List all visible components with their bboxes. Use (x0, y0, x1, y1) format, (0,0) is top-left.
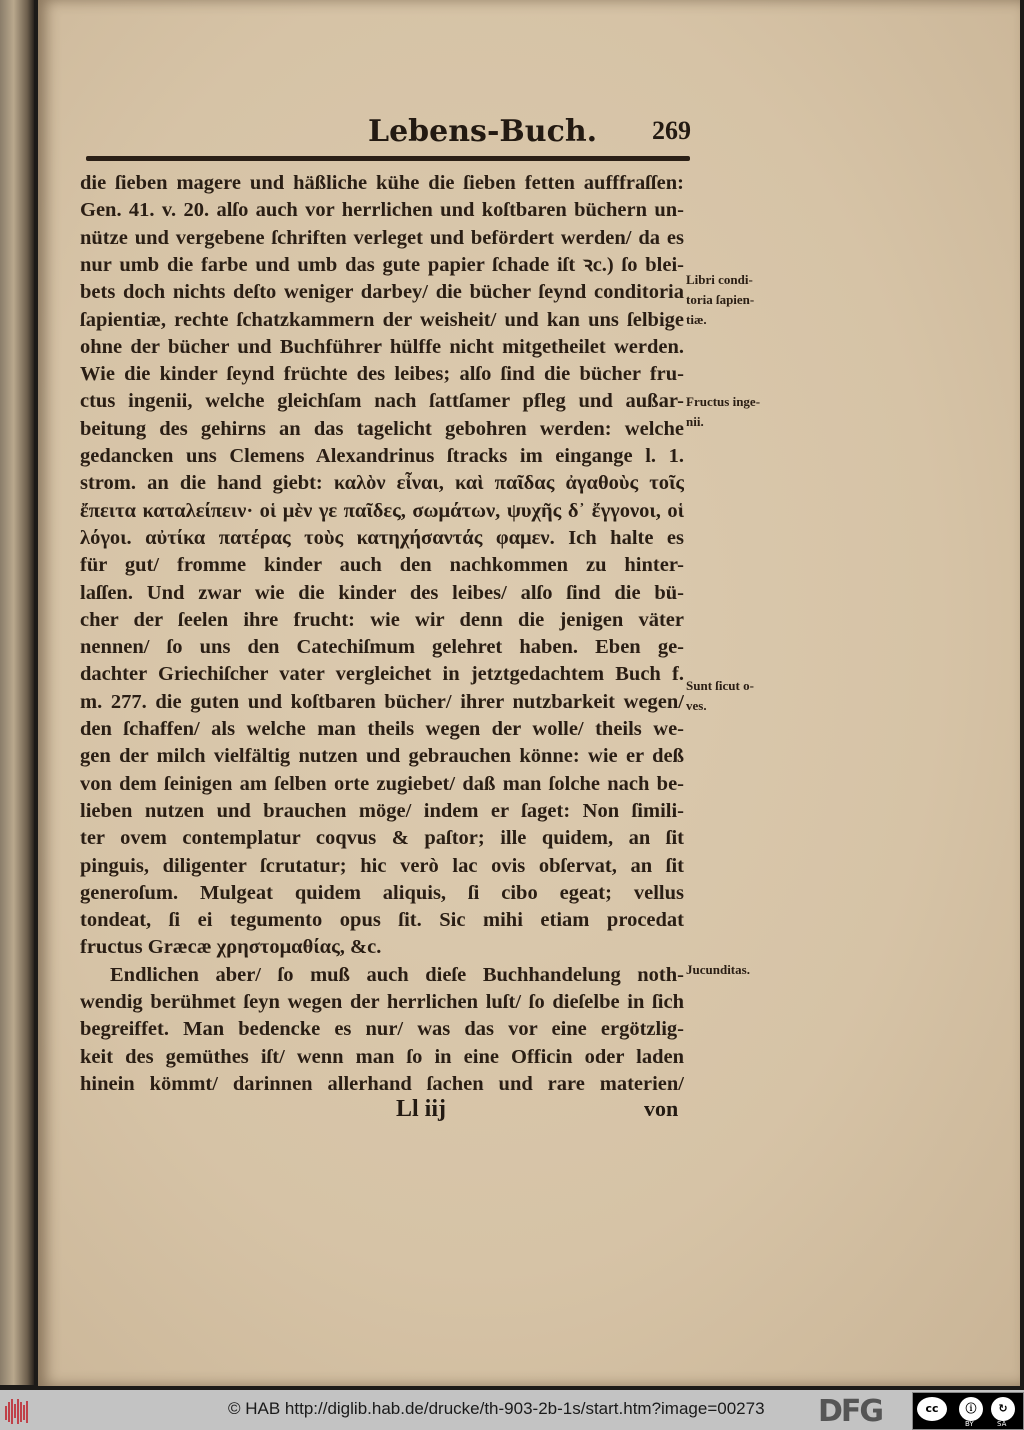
text-line: beitung des gehirns an das tagelicht gebohren werden: welche (80, 417, 684, 440)
by-icon: ⓘ (959, 1397, 983, 1421)
margin-note: Libri condi- (686, 272, 753, 287)
text-line: lieben nutzen und brauchen möge/ indem er ſaget: Non ſimili- (80, 799, 684, 822)
margin-note: Fructus inge- (686, 394, 761, 409)
hab-logo-icon (4, 1396, 28, 1426)
text-line: gen der milch vielfältig nutzen und gebrauchen könne: wie er deß (80, 745, 684, 768)
text-line: Wie die kinder ſeynd früchte des leibes; alſo ſind die bücher fru- (80, 363, 684, 386)
margin-note: Sunt ſicut o- (686, 678, 754, 693)
header-rule (86, 156, 690, 161)
text-line: tondeat, ſi ei tegumento opus ſit. Sic mihi etiam procedat (80, 909, 684, 932)
text-line: Gen. 41. v. 20. alſo auch vor herrlichen und koſtbaren büchern un- (80, 199, 684, 222)
cc-icon: cc (917, 1397, 947, 1421)
signature-mark: Ll iij (396, 1096, 447, 1122)
by-label: BY (965, 1420, 974, 1428)
catchword: von (644, 1096, 679, 1121)
text-line: von dem ſeinigen am ſelben orte zugiebet/ daß man ſolche nach be- (80, 772, 684, 795)
book-page (38, 0, 1020, 1386)
text-line: λόγοι. αὐτίκα πατέρας τοὺς κατηχήσαντάς φαμεν. Ich halte es (80, 526, 684, 549)
text-line: laſſen. Und zwar wie die kinder des leibes/ alſo ſind die bü- (80, 581, 684, 604)
text-line: nur umb die farbe und umb das gute papier ſchade iſt ꝛc.) ſo blei- (80, 253, 684, 276)
text-line: gedancken uns Clemens Alexandrinus ſtracks im eingange l. 1. (80, 445, 684, 467)
margin-note: ves. (686, 698, 707, 713)
running-head: Lebens-Buch. (368, 114, 598, 149)
text-line: wendig berühmet ſeyn wegen der herrlichen luſt/ ſo dieſelbe in ſich (80, 991, 684, 1013)
text-line: für gut/ fromme kinder auch den nachkommen zu hinter- (80, 554, 684, 577)
text-line: ſapientiæ, rechte ſchatzkammern der weisheit/ und kan uns ſelbige (80, 308, 684, 331)
text-line: ctus ingenii, welche gleichſam nach ſattſamer pfleg und außar- (80, 390, 684, 413)
text-line: Endlichen aber/ ſo muß auch dieſe Buchhandelung noth- (110, 963, 684, 986)
text-line: ter ovem contemplatur coqvus & paſtor; ille quidem, an ſit (80, 827, 684, 850)
text-line: begreiffet. Man bedencke es nur/ was das vor eine ergötzlig- (80, 1018, 684, 1041)
text-line: bets doch nichts deſto weniger darbey/ die bücher ſeynd conditoria (80, 281, 684, 304)
sa-label: SA (997, 1420, 1007, 1428)
text-line: nennen/ ſo uns den Catechiſmum gelehret haben. Eben ge- (80, 636, 684, 659)
copyright-url: © HAB http://diglib.hab.de/drucke/th-903-2b-1s/start.htm?image=00273 (228, 1399, 765, 1418)
text-line: den ſchaffen/ als welche man theils wegen der wolle/ theils we- (80, 718, 684, 740)
sa-icon: ↻ (991, 1397, 1015, 1421)
text-line: ohne der bücher und Buchführer hülffe nicht mitgetheilet werden. (80, 335, 684, 358)
page-number: 269 (652, 116, 691, 145)
text-line: cher der ſeelen ihre frucht: wie wir denn die jenigen väter (80, 608, 684, 631)
dfg-logo: DFG (818, 1394, 883, 1429)
margin-note: tiæ. (686, 312, 707, 327)
text-line: ἔπειτα καταλείπειν· οἱ μὲν γε παῖδες, σωμάτων, ψυχῆς δ᾽ ἔγγονοι, οἱ (80, 499, 684, 522)
text-line: dachter Griechiſcher vater vergleichet in jetztgedachtem Buch f. (80, 663, 684, 686)
text-line: die ſieben magere und häßliche kühe die ſieben fetten aufffraſſen: (80, 172, 684, 194)
text-line: fructus Græcæ χρηστομαθίας, &c. (80, 936, 382, 959)
margin-note: Jucunditas. (686, 962, 750, 977)
margin-note: nii. (686, 414, 704, 429)
cc-license-badge[interactable] (912, 1392, 1024, 1430)
adjacent-page-edge (0, 0, 34, 1385)
text-line: hinein kömmt/ darinnen allerhand ſachen und rare materien/ (80, 1072, 684, 1095)
text-line: m. 277. die guten und koſtbaren bücher/ ihrer nutzbarkeit wegen/ (80, 690, 684, 713)
text-line: strom. an die hand giebt: καλὸν εἶναι, καὶ παῖδας ἀγαθοὺς τοῖς (80, 472, 684, 495)
margin-note: toria ſapien- (686, 292, 755, 307)
viewer-footer (0, 1390, 1024, 1430)
text-line: generoſum. Mulgeat quidem aliquis, ſi cibo egeat; vellus (80, 881, 684, 904)
text-line: pinguis, diligenter ſcrutatur; hic verò lac ovis obſervat, an ſit (80, 854, 684, 877)
text-line: nütze und vergebene ſchriften verleget und befördert werden/ da es (80, 226, 684, 249)
text-line: keit des gemüthes iſt/ wenn man ſo in eine Officin oder laden (80, 1045, 684, 1068)
